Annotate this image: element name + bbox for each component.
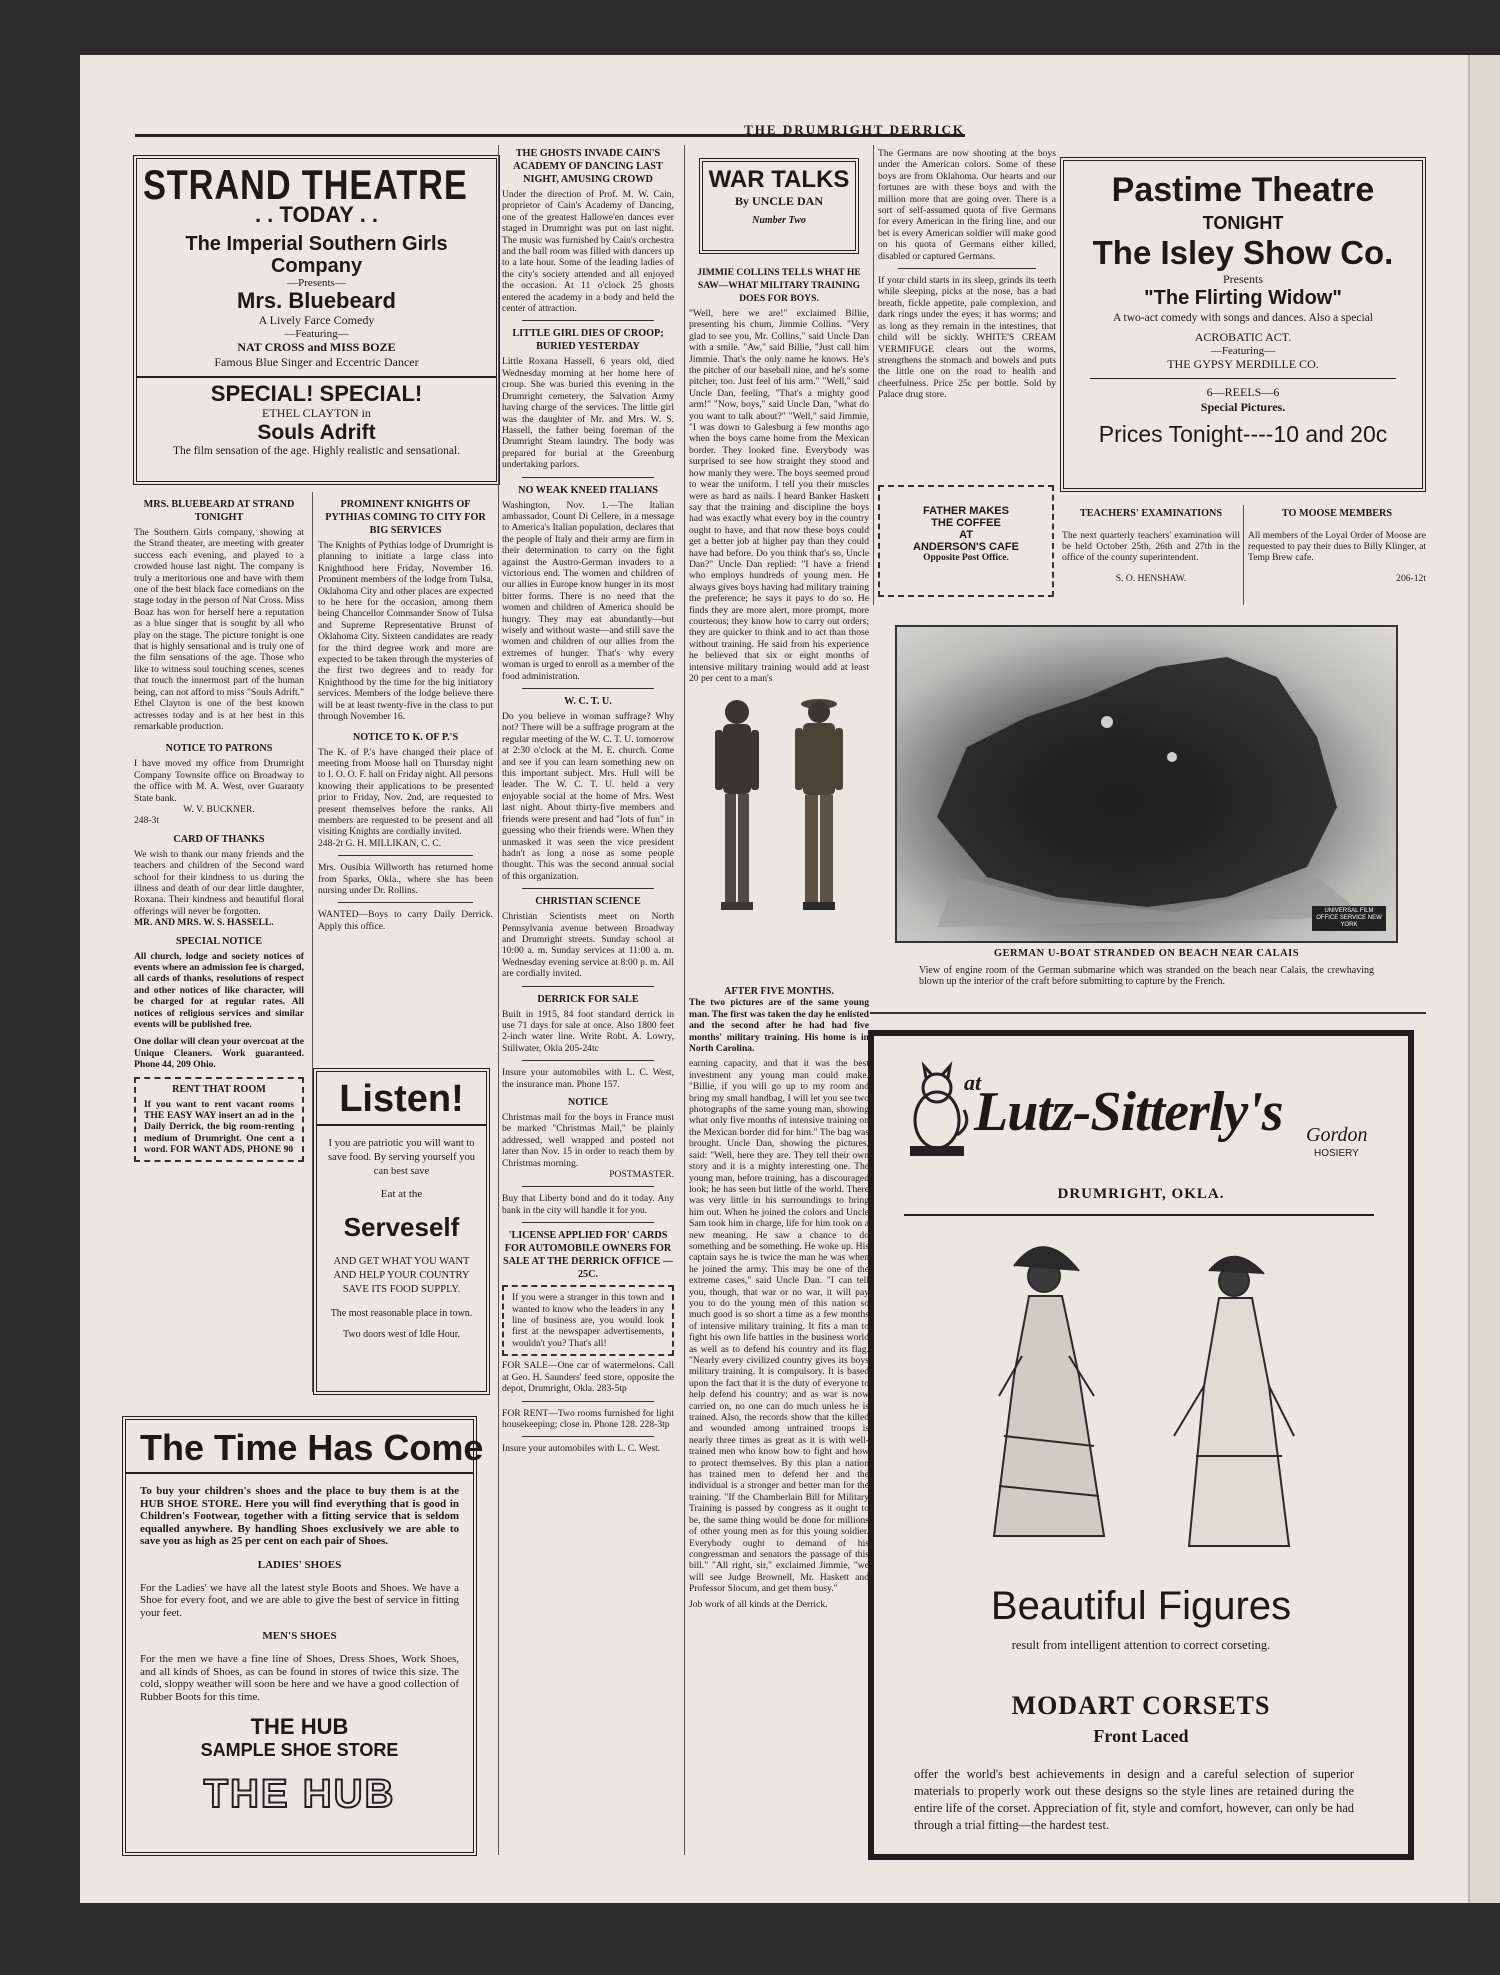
uboat-description: View of engine room of the German submarine which was stranded on the beach near Calais, the crewhaving blown up the interior of the craft before submitting to capture by the French. — [919, 965, 1374, 988]
article-cleaners: One dollar will clean your overcoat at the Unique Cleaners. Work guaranteed. Phone 44, 209 Ohio. — [134, 1036, 304, 1071]
column-2 — [318, 492, 493, 1062]
teachers-body: The next quarterly teachers' examination will be held October 25th, 26th and 27th in the office of the county superintendent. — [1062, 529, 1240, 564]
cafe-line-2: THE COFFEE — [931, 517, 1001, 529]
lutz-gordon: Gordon — [1306, 1124, 1368, 1146]
article-germans: The Germans are now shooting at the boys under the American colors. Some of these boys are from Oklahoma. Our hearts and our fortunes are with these boys and with the million more that are going over. There is a sort of self-assumed quota of five Germans for every American in the firing line, and our bet is every American soldier will make good on his quota of Germans either killed, disabled or captured Germans. — [878, 148, 1056, 262]
headline-notice-patrons: NOTICE TO PATRONS — [165, 743, 273, 755]
hub-store-sub: SAMPLE SHOE STORE — [200, 1740, 399, 1760]
lutz-town: DRUMRIGHT, OKLA. — [1057, 1186, 1225, 1202]
strand-company: The Imperial Southern Girls Company — [185, 233, 448, 277]
listen-body: I you are patriotic you will want to save food. By serving yourself you can best save — [328, 1137, 475, 1177]
hub-intro: To buy your children's shoes and the place to buy them is at the HUB SHOE STORE. Here you will find everything that is good in Children's Footwear, together with a fitting service that is seldom equalled anywhere. By handling Shoes exclusively we are able to save you as high as 25 per cent on each pair of Shoes. — [140, 1485, 459, 1547]
hub-mens: For the men we have a fine line of Shoes, Dress Shoes, Work Shoes, and all kinds of Shoes, as can be found in stores of twice this size. The cold, sloppy weather will soon be here and we have a good collection of Rubber Boots for this time. — [140, 1653, 459, 1703]
pastime-show: The Isley Show Co. — [1092, 234, 1394, 271]
pastime-title: Pastime Theatre — [1111, 171, 1375, 209]
headline-knights-pythias: PROMINENT KNIGHTS OF PYTHIAS COMING TO CITY FOR BIG SERVICES — [325, 499, 486, 536]
woman-figure-left — [994, 1247, 1104, 1536]
notice-kofp-signature: 248-2t G. H. MILLIKAN, C. C. — [318, 837, 442, 849]
cafe-line-5: Opposite Post Office. — [923, 553, 1009, 563]
hub-shoe-store-ad — [122, 1416, 484, 1856]
headline-italians: NO WEAK KNEED ITALIANS — [518, 484, 658, 496]
pastime-gypsy: THE GYPSY MERDILLE CO. — [1167, 357, 1319, 371]
column-4-war-talks — [689, 150, 869, 1850]
strand-featuring: —Featuring— — [284, 328, 349, 340]
pastime-play: "The Flirting Widow" — [1144, 287, 1342, 309]
war-talks-number: Number Two — [752, 215, 806, 226]
hub-store-name: THE HUB — [250, 1714, 349, 1739]
article-wanted-boys: WANTED—Boys to carry Daily Derrick. Apply this office. — [318, 909, 493, 932]
headline-card-thanks: CARD OF THANKS — [173, 833, 265, 845]
headline-wctu: W. C. T. U. — [564, 696, 612, 708]
photo-credit: UNIVERSAL FILM OFFICE SERVICE NEW YORK — [1312, 906, 1386, 931]
column-3 — [502, 145, 674, 1845]
article-willworth: Mrs. Ousibia Willworth has returned home from Sparks, Okla., where she has been nursing under Dr. Rollins. — [318, 862, 493, 896]
column-1 — [134, 492, 304, 1392]
article-knights-pythias: The Knights of Pythias lodge of Drumright is planning to initiate a large class into Knighthood here Friday, November 16. Prominent members of the lodge from Tulsa, Oklahoma City and other places are expected to be here for the occasion, among them being Chancellor Commander Snow of Tulsa and Supreme Representative Brunst of Oklahoma City. Sixteen candidates are ready for the third degree work and more are expected to be taken through the mysteries of the first two degrees and to ready for Knighthood by the time for the big initiatory services. Members of the lodge believe there will be at least twenty-five in the class to put through November 16. — [318, 540, 493, 723]
war-talks-byline: By UNCLE DAN — [734, 194, 823, 208]
notice-patrons-code: 248-3t — [134, 815, 160, 827]
strand-film: Souls Adrift — [257, 421, 376, 444]
rent-room-body: If you want to rent vacant rooms THE EASY WAY insert an ad in the Daily Derrick, the big room-renting medium of Drumright. One cent a word. FOR WANT ADS, PHONE 90 — [144, 1098, 294, 1156]
corset-fashion-illustration — [904, 1236, 1374, 1566]
war-talks-body-1: "Well, here we are!" exclaimed Billie, presenting his chum, Jimmie Collins. "Very glad to see you, Mr. Collins," said Uncle Dan with a smile. "Aw," said Billie, "Just call him Jimmie. That's the only name he knows. He's the pitcher of our baseball nine, and he's some pitcher, too. Just feel of his arm." "Well," said Uncle Dan, feeling, "That's a mighty good arm!" "Now, boys," said Uncle Dan, "what do you want to talk about?" "Well," said Jimmie, "I was down to Galesburg a few months ago when the boys came home from the Mexican border. They looked fine. Everybody was surprised to see how straight they stood and how manly they were. The boys seemed proud to wear the uniform. I tell you their muscles were as hard as nails. I heard Banker Haskett say that the training and discipline the boys had was exactly what every boy in the country ought to have, and that now these boys could get a better job at higher pay than they could have had before. Do you think that's so, Uncle Dan?" Uncle Dan replied: "I have a friend who employs hundreds of young men. He always gives boys having had military training the preference; he says it pays to do so. He finds they are more alert, more prompt, more courteous; they know how to carry out orders; they are quicker to think and to act than those without training. He said from his experience he believed that six or eight months of intensive military training would add at least 20 per cent to a man's — [689, 308, 869, 684]
uboat-photo — [895, 625, 1398, 943]
moose-code: 206-12t — [1396, 573, 1426, 585]
pastime-presents: Presents — [1223, 272, 1263, 286]
headline-notice-kofp: NOTICE TO K. OF P.'S — [352, 731, 459, 743]
strand-title: STRAND THEATRE — [143, 161, 468, 208]
listen-pitch: AND GET WHAT YOU WANT AND HELP YOUR COUNTRY SAVE ITS FOOD SUPPLY. — [333, 1256, 470, 1296]
war-talks-caption-title: AFTER FIVE MONTHS. — [724, 986, 834, 998]
pastime-desc: A two-act comedy with songs and dances. Also a special — [1113, 312, 1373, 324]
teachers-signature: S. O. HENSHAW. — [1115, 573, 1187, 585]
ad-vermifuge: If your child starts in its sleep, grinds its teeth while sleeping, picks at the nose, has a bad breath, fickle appetite, pale complexion, and dark rings under the eyes; it has worms; and as long as they remain in the intestines, that child will be sickly. WHITE'S CREAM VERMIFUGE clears out the worms, strengthens the stomach and bowels and puts the little one on the road to health and cheerfulness. Price 25c per bottle. Sold by Palace drug store. — [878, 275, 1056, 401]
notice-patrons-signature: W. V. BUCKNER. — [183, 803, 255, 815]
hub-mens-head: MEN'S SHOES — [262, 1630, 337, 1642]
hub-title: The Time Has Come — [140, 1427, 484, 1468]
hub-ladies: For the Ladies' we have all the latest style Boots and Shoes. We have a Shoe for every foot, and we are able to give the best of service in fitting your feet. — [140, 1581, 459, 1619]
pastime-prices: Prices Tonight----10 and 20c — [1098, 421, 1388, 447]
war-talks-caption: The two pictures are of the same young man. The first was taken the day he enlisted and the second after he had had five months' military training. His home is in North Carolina. — [689, 997, 869, 1055]
card-thanks-signature: MR. AND MRS. W. S. HASSELL. — [134, 917, 274, 929]
column-5 — [878, 148, 1056, 478]
serveself-name: Serveself — [343, 1212, 460, 1243]
moose-body: All members of the Loyal Order of Moose are requested to pay their dues to Billy Klinger, at Temp Brew cafe. — [1248, 529, 1426, 564]
article-derrick-sale: Built in 1915, 84 foot standard derrick in use 71 days for sale at once. Also 1800 feet 2-inch water line. Write Robt. A. Lowry, Stillwater, Okla 205-24tc — [502, 1008, 674, 1054]
article-card-thanks: We wish to thank our many friends and the teachers and children of the Second ward school for their kindness to us during the illness and death of our dear little daughter, Roxana. Their kindness and beautiful floral offerings will never be forgotten. — [134, 848, 304, 917]
serveself-ad — [313, 1068, 490, 1395]
pastime-theatre-ad — [1060, 157, 1426, 492]
article-notice-mail: Christmas mail for the boys in France must be marked "Christmas Mail," be plainly addressed, well wrapped and posted not later than Nov. 15 in order to reach them by Christmas morning. — [502, 1112, 674, 1169]
pastime-tonight: TONIGHT — [1202, 213, 1284, 233]
strand-presents: —Presents— — [287, 277, 346, 289]
strand-special: SPECIAL! SPECIAL! — [210, 381, 423, 406]
next-page-edge — [1468, 55, 1500, 1903]
article-notice-patrons: I have moved my office from Drumright Company Townsite office on Broadway to the office with M. A. West, over Guaranty State bank. — [134, 758, 304, 804]
ad-insure-auto: Insure your automobiles with L. C. West. — [502, 1443, 661, 1455]
article-special-notice: All church, lodge and society notices of events where an admission fee is charged, all cards of thanks, resolutions of respect and other notices of like character, will be charged for at regular rates. All notices of religious services and similar events will be published free. — [134, 950, 304, 1031]
listen-eat: Eat at the — [380, 1188, 423, 1200]
war-talks-box — [699, 158, 859, 254]
hub-ladies-head: LADIES' SHOES — [257, 1558, 342, 1571]
war-talks-title: WAR TALKS — [708, 166, 850, 193]
cafe-line-1: FATHER MAKES — [923, 505, 1009, 517]
ad-watermelons: FOR SALE—One car of watermelons. Call at Geo. H. Saunders' feed store, opposite the depot, Drumright, Okla. 283-5tp — [502, 1360, 674, 1395]
lutz-name: Lutz-Sitterly's — [974, 1081, 1283, 1143]
strand-actress: ETHEL CLAYTON in — [262, 406, 371, 420]
article-stranger: If you were a stranger in this town and wanted to know who the leaders in any line of business are, you would look first at the newspaper advertisements, wouldn't you? That's all! — [512, 1292, 664, 1349]
pastime-pictures: Special Pictures. — [1200, 400, 1286, 414]
moose-headline: TO MOOSE MEMBERS — [1281, 508, 1393, 519]
strand-desc: A Lively Farce Comedy — [258, 313, 375, 327]
article-little-girl: Little Roxana Hassell, 6 years old, died Wednesday morning at her home here of croup. She was buried this evening in the Drumright cemetery, the Salvation Army having charge of the services. The little girl was the daughter of Mr. and Mrs. W. S. Hassell, the father being foreman of the Drumright Steam laundry. The body was prepared for burial at the Greenburg undertaking parlors. — [502, 356, 674, 471]
lutz-headline: Beautiful Figures — [990, 1584, 1292, 1628]
notice-mail-signature: POSTMASTER. — [609, 1169, 674, 1181]
rent-room-headline: RENT THAT ROOM — [172, 1083, 266, 1095]
strand-stars: NAT CROSS and MISS BOZE — [237, 340, 396, 354]
strand-show: Mrs. Bluebeard — [237, 288, 396, 313]
moose-notice — [1248, 505, 1426, 605]
article-notice-kofp: The K. of P.'s have changed their place of meeting from Moose hall on Thursday night to I. O. O. F. hall on Friday night. All persons knowing their applications to be presented prior to Friday, Nov. 2nd, are requested to present themselves before the ranks. All members are requested to be present and all visiting Knights are cordially invited. — [318, 746, 493, 838]
war-talks-body-2: earning capacity, and that it was the best investment any young man could make. "Billie, if you will go up to my room and bring my small handbag, I will let you see two photographs of the same young man, showing what only five months of intensive training on the Mexican border did for him." The bag was brought. Uncle Dan, showing the pictures, said: "Well, here they are. They tell their own story and it is a mighty interesting one. The young man, before training, has a discouraged look; he has seen but little of the world. There was very little in his surroundings to bring him out. When he joined the colors and Uncle Sam took him in charge, life for him took on a new meaning. He saw a chance to do something and be something. He woke up. His captain says he is twice the man he was when he joined the army. This may be one of the extreme cases," said Uncle Dan. "I can tell you, though, that war or no war, it will pay you to do the young men of this nation so much good is so short a time as a few months of intensive military training. It fits a man to fight his own life battles in the business world as well as to defend his country and its flag. "Nearly every civilized country gives its boys military training. It is compulsory. It is based upon the fact that it is the duty of everyone to help defend his country; and as war is now carried on, no one can do much unless he is trained. Also, the records show that the killed and wounded among untrained troops is nearly three times as great as it is with well-trained men who know how to fight and how to protect themselves. By this plan a nation has trained men to defend her and the individual is a stronger and better man for the training. "If the Chamberlain Bill for Military Training is passed by congress as it ought to be, the same thing would be done for millions of other young men as for this young soldier. Everybody ought to demand of his congressman and senators the passage of this bill." "All right, sir," exclaimed Jimmie, "we will see Judge Brownell, Mr. Haskett and Professor Slocum, and get them busy." — [689, 1058, 869, 1595]
stranger-ad — [502, 1285, 674, 1356]
ad-for-rent: FOR RENT—Two rooms furnished for light housekeeping; close in. Phone 128. 228-3tp — [502, 1407, 674, 1430]
lutz-brand: MODART CORSETS — [1011, 1691, 1271, 1720]
cafe-line-3: AT — [959, 529, 973, 541]
headline-notice-mail: NOTICE — [567, 1097, 609, 1108]
headline-license-cards: 'LICENSE APPLIED FOR' CARDS FOR AUTOMOBILE OWNERS FOR SALE AT THE DERRICK OFFICE —25C. — [502, 1230, 674, 1281]
article-italians: Washington, Nov. 1.—The Italian ambassador, Count Di Cellere, in a message to America's Italian population, declares that the people of Italy and their army are firm in their determination to carry on the fight against the Austro-German invaders to a victorious end. The women and children of our allies in Europe know hunger in its most bitter forms. There is no need that the women and children of America should be hungry. They may eat abundantly—but wisely and without waste—and still save the women and children of our allies from the extremes of hunger. That's why every woman is urged to enroll as a member of the food administration. — [502, 499, 674, 682]
andersons-cafe-ad — [878, 485, 1054, 597]
article-ghosts: Under the direction of Prof. M. W. Cain, proprietor of Cain's Academy of Dancing, one of the greatest Hallowe'en dances ever staged in Drumright was put on last night. The music was furnished by Cain's orchestra and the ball room was filled with dancers up to a late hour. Some of the leading ladies of the city's society attended and all enjoyed the occasion. At 11 o'clock 25 ghosts entered the academy in a body and held the center of attraction. — [502, 189, 674, 315]
headline-little-girl: LITTLE GIRL DIES OF CROOP; BURIED YESTERDAY — [512, 328, 664, 353]
article-christian-science: Christian Scientists meet on North Pennsylvania avenue between Broadway and Drumright streets. Sunday school at 10:00 a. m. Sunday services at 11:00 a. m. Wednesday evening service at 8:00 p. m. All are cordially invited. — [502, 911, 674, 980]
pastime-reels: 6—REELS—6 — [1206, 385, 1280, 399]
strand-today: . . TODAY . . — [254, 202, 379, 227]
headline-special-notice: SPECIAL NOTICE — [175, 935, 263, 947]
soldier-before-after-illustration — [689, 690, 869, 980]
article-insure: Insure your automobiles with L. C. West, the insurance man. Phone 157. — [502, 1067, 674, 1090]
article-liberty-bond: Buy that Liberty bond and do it today. Any bank in the city will handle it for you. — [502, 1193, 674, 1216]
job-work-notice: Job work of all kinds at the Derrick. — [689, 1598, 828, 1610]
article-wctu: Do you believe in woman suffrage? Why not? There will be a suffrage program at the regular meeting of the W. C. T. U. tomorrow at 2:30 o'clock at the M. E. church. Come and see if you can learn something new on this important subject. Mrs. Hull will be leader. The W. C. T. U. held a very enjoyable social at the home of Mrs. West last night. About thirty-five members and friends were present and had "lots of fun" in guessing who their friends were. When they unmasked it was seen the vice president hadn't as long a nose as some people thought. This was the second annual social of this organization. — [502, 711, 674, 882]
listen-title: Listen! — [339, 1078, 464, 1120]
lutz-at: at — [964, 1070, 982, 1095]
strand-film-desc: The film sensation of the age. Highly realistic and sensational. — [172, 445, 461, 457]
listen-price: The most reasonable place in town. — [330, 1307, 473, 1319]
lutz-body: offer the world's best achievements in design and a careful selection of superior materials to properly work out these designs so the style lines are retained during the entire life of the corset. Appreciation of fit, style and comfort, however, can only be had through a trial fitting—the hardest test. — [914, 1767, 1354, 1832]
strand-stars-desc: Famous Blue Singer and Eccentric Dancer — [214, 355, 419, 369]
masthead: THE DRUMRIGHT DERRICK — [135, 123, 965, 137]
article-mrs-bluebeard: The Southern Girls company, showing at the Strand theater, are meeting with greater success each evening, and played to a crowded house last night. The company is truly a meritorious one and have with them one of the best black face comedians on the stage today in the person of Nat Cross. Miss Boaz has won for herself here a reputation as a blue singer that is sought by all who play on the stage. The picture tonight is one that is highly sensational and is truly one of the film sensations of the age. Those who like to witness soul touching scenes, scenes that touch the innermost part of the human being, can not afford to miss "Souls Adrift." Ethel Clayton is one of the best known actresses today and is at her best in this remarkable production. — [134, 527, 304, 732]
headline-ghosts: THE GHOSTS INVADE CAIN'S ACADEMY OF DANCING LAST NIGHT, AMUSING CROWD — [513, 148, 663, 185]
lutz-hosiery: HOSIERY — [1314, 1148, 1359, 1159]
lutz-sub: result from intelligent attention to correct corseting. — [1011, 1638, 1271, 1652]
cafe-line-4: ANDERSON'S CAFE — [913, 541, 1019, 553]
pastime-featuring: —Featuring— — [1210, 345, 1276, 357]
pastime-act: ACROBATIC ACT. — [1194, 330, 1292, 344]
rent-room-ad — [134, 1077, 304, 1162]
headline-christian-science: CHRISTIAN SCIENCE — [535, 896, 641, 908]
teachers-exam-notice — [1062, 505, 1240, 605]
cat-logo-icon — [902, 1060, 972, 1160]
listen-location: Two doors west of Idle Hour. — [342, 1329, 461, 1341]
woman-figure-right — [1174, 1257, 1294, 1546]
lutz-front-laced: Front Laced — [1093, 1726, 1189, 1746]
headline-mrs-bluebeard: MRS. BLUEBEARD AT STRAND TONIGHT — [143, 499, 295, 523]
wreck-silhouette — [897, 627, 1398, 943]
uboat-caption-block — [895, 948, 1398, 1018]
teachers-headline: TEACHERS' EXAMINATIONS — [1079, 508, 1223, 519]
hub-logo: THE HUB — [203, 1772, 396, 1816]
headline-derrick-sale: DERRICK FOR SALE — [537, 993, 639, 1005]
strand-theatre-ad — [133, 155, 500, 485]
war-talks-subhead: JIMMIE COLLINS TELLS WHAT HE SAW—WHAT MILITARY TRAINING DOES FOR BOYS. — [697, 267, 861, 304]
lutz-sitterly-ad — [868, 1030, 1414, 1860]
uboat-caption: GERMAN U-BOAT STRANDED ON BEACH NEAR CALAIS — [993, 948, 1300, 959]
